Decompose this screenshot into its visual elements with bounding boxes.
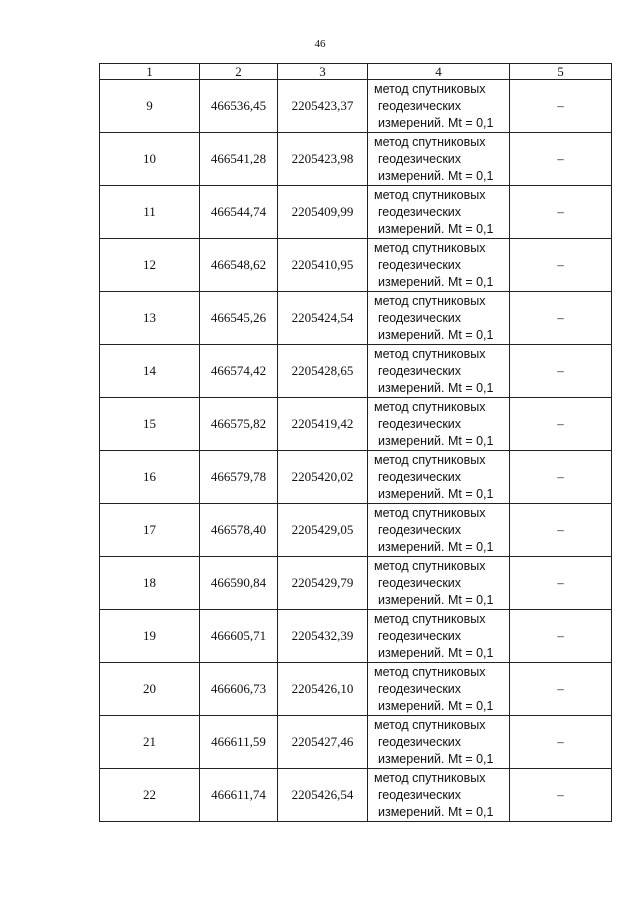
- x-coordinate-cell: 466578,40: [200, 504, 278, 557]
- method-line: измерений. Mt = 0,1: [378, 380, 494, 395]
- table-row: [100, 769, 612, 822]
- method-line: метод спутниковых: [374, 293, 486, 308]
- note-cell: –: [510, 133, 612, 186]
- x-coordinate-cell: 466544,74: [200, 186, 278, 239]
- method-line: геодезических: [378, 787, 462, 802]
- method-line: геодезических: [378, 681, 462, 696]
- method-line: измерений. Mt = 0,1: [378, 698, 494, 713]
- method-cell: [368, 80, 510, 133]
- table-row: [100, 292, 612, 345]
- column-header: 3: [278, 64, 368, 80]
- x-coordinate-cell: 466611,74: [200, 769, 278, 822]
- table-body: [100, 80, 612, 822]
- table-row: [100, 398, 612, 451]
- table-header-row: [100, 64, 612, 80]
- table-row: [100, 663, 612, 716]
- method-cell: [368, 769, 510, 822]
- method-line: геодезических: [378, 469, 462, 484]
- note-cell: –: [510, 451, 612, 504]
- x-coordinate-cell: 466605,71: [200, 610, 278, 663]
- point-number-cell: 16: [100, 451, 200, 504]
- method-cell: [368, 557, 510, 610]
- point-number-cell: 12: [100, 239, 200, 292]
- note-cell: –: [510, 769, 612, 822]
- table-row: [100, 80, 612, 133]
- method-line: метод спутниковых: [374, 134, 486, 149]
- note-cell: –: [510, 610, 612, 663]
- method-line: метод спутниковых: [374, 452, 486, 467]
- x-coordinate-cell: 466606,73: [200, 663, 278, 716]
- y-coordinate-cell: 2205428,65: [278, 345, 368, 398]
- y-coordinate-cell: 2205426,54: [278, 769, 368, 822]
- page-number: 46: [314, 38, 326, 50]
- note-cell: –: [510, 663, 612, 716]
- point-number-cell: 10: [100, 133, 200, 186]
- method-line: метод спутниковых: [374, 505, 486, 520]
- point-number-cell: 13: [100, 292, 200, 345]
- method-line: геодезических: [378, 151, 462, 166]
- method-line: метод спутниковых: [374, 240, 486, 255]
- note-cell: –: [510, 80, 612, 133]
- method-line: метод спутниковых: [374, 717, 486, 732]
- method-line: метод спутниковых: [374, 187, 486, 202]
- point-number-cell: 9: [100, 80, 200, 133]
- method-line: геодезических: [378, 204, 462, 219]
- table-row: [100, 610, 612, 663]
- y-coordinate-cell: 2205429,79: [278, 557, 368, 610]
- y-coordinate-cell: 2205409,99: [278, 186, 368, 239]
- x-coordinate-cell: 466575,82: [200, 398, 278, 451]
- method-line: метод спутниковых: [374, 558, 486, 573]
- x-coordinate-cell: 466545,26: [200, 292, 278, 345]
- x-coordinate-cell: 466536,45: [200, 80, 278, 133]
- method-line: геодезических: [378, 310, 462, 325]
- table-row: [100, 451, 612, 504]
- method-line: измерений. Mt = 0,1: [378, 221, 494, 236]
- point-number-cell: 21: [100, 716, 200, 769]
- note-cell: –: [510, 239, 612, 292]
- table-row: [100, 133, 612, 186]
- method-cell: [368, 398, 510, 451]
- y-coordinate-cell: 2205410,95: [278, 239, 368, 292]
- note-cell: –: [510, 292, 612, 345]
- y-coordinate-cell: 2205420,02: [278, 451, 368, 504]
- y-coordinate-cell: 2205423,98: [278, 133, 368, 186]
- method-cell: [368, 133, 510, 186]
- method-line: метод спутниковых: [374, 346, 486, 361]
- method-line: метод спутниковых: [374, 770, 486, 785]
- method-line: измерений. Mt = 0,1: [378, 751, 494, 766]
- method-line: метод спутниковых: [374, 81, 486, 96]
- point-number-cell: 17: [100, 504, 200, 557]
- table-row: [100, 557, 612, 610]
- method-cell: [368, 451, 510, 504]
- method-cell: [368, 504, 510, 557]
- method-line: измерений. Mt = 0,1: [378, 327, 494, 342]
- point-number-cell: 15: [100, 398, 200, 451]
- table-row: [100, 345, 612, 398]
- table-row: [100, 716, 612, 769]
- y-coordinate-cell: 2205427,46: [278, 716, 368, 769]
- note-cell: –: [510, 504, 612, 557]
- method-cell: [368, 292, 510, 345]
- y-coordinate-cell: 2205423,37: [278, 80, 368, 133]
- column-header: 5: [510, 64, 612, 80]
- note-cell: –: [510, 186, 612, 239]
- y-coordinate-cell: 2205432,39: [278, 610, 368, 663]
- method-cell: [368, 239, 510, 292]
- method-line: метод спутниковых: [374, 664, 486, 679]
- note-cell: –: [510, 557, 612, 610]
- method-cell: [368, 345, 510, 398]
- x-coordinate-cell: 466548,62: [200, 239, 278, 292]
- method-line: геодезических: [378, 575, 462, 590]
- method-line: геодезических: [378, 98, 462, 113]
- method-line: метод спутниковых: [374, 399, 486, 414]
- y-coordinate-cell: 2205429,05: [278, 504, 368, 557]
- point-number-cell: 22: [100, 769, 200, 822]
- y-coordinate-cell: 2205419,42: [278, 398, 368, 451]
- method-cell: [368, 663, 510, 716]
- x-coordinate-cell: 466579,78: [200, 451, 278, 504]
- method-line: геодезических: [378, 734, 462, 749]
- point-number-cell: 18: [100, 557, 200, 610]
- method-cell: [368, 716, 510, 769]
- table-row: [100, 186, 612, 239]
- note-cell: –: [510, 716, 612, 769]
- coordinates-table: [99, 63, 612, 822]
- method-line: измерений. Mt = 0,1: [378, 486, 494, 501]
- y-coordinate-cell: 2205426,10: [278, 663, 368, 716]
- table-row: [100, 239, 612, 292]
- x-coordinate-cell: 466574,42: [200, 345, 278, 398]
- method-cell: [368, 610, 510, 663]
- x-coordinate-cell: 466611,59: [200, 716, 278, 769]
- note-cell: –: [510, 345, 612, 398]
- y-coordinate-cell: 2205424,54: [278, 292, 368, 345]
- method-line: геодезических: [378, 257, 462, 272]
- column-header: 1: [100, 64, 200, 80]
- method-line: измерений. Mt = 0,1: [378, 592, 494, 607]
- method-line: измерений. Mt = 0,1: [378, 168, 494, 183]
- point-number-cell: 19: [100, 610, 200, 663]
- x-coordinate-cell: 466590,84: [200, 557, 278, 610]
- method-line: геодезических: [378, 628, 462, 643]
- method-line: геодезических: [378, 522, 462, 537]
- column-header: 2: [200, 64, 278, 80]
- point-number-cell: 14: [100, 345, 200, 398]
- point-number-cell: 20: [100, 663, 200, 716]
- column-header: 4: [368, 64, 510, 80]
- point-number-cell: 11: [100, 186, 200, 239]
- method-line: геодезических: [378, 363, 462, 378]
- x-coordinate-cell: 466541,28: [200, 133, 278, 186]
- method-line: измерений. Mt = 0,1: [378, 115, 494, 130]
- method-line: геодезических: [378, 416, 462, 431]
- method-cell: [368, 186, 510, 239]
- method-line: измерений. Mt = 0,1: [378, 433, 494, 448]
- table-row: [100, 504, 612, 557]
- note-cell: –: [510, 398, 612, 451]
- method-line: измерений. Mt = 0,1: [378, 274, 494, 289]
- method-line: измерений. Mt = 0,1: [378, 804, 494, 819]
- method-line: измерений. Mt = 0,1: [378, 645, 494, 660]
- method-line: метод спутниковых: [374, 611, 486, 626]
- method-line: измерений. Mt = 0,1: [378, 539, 494, 554]
